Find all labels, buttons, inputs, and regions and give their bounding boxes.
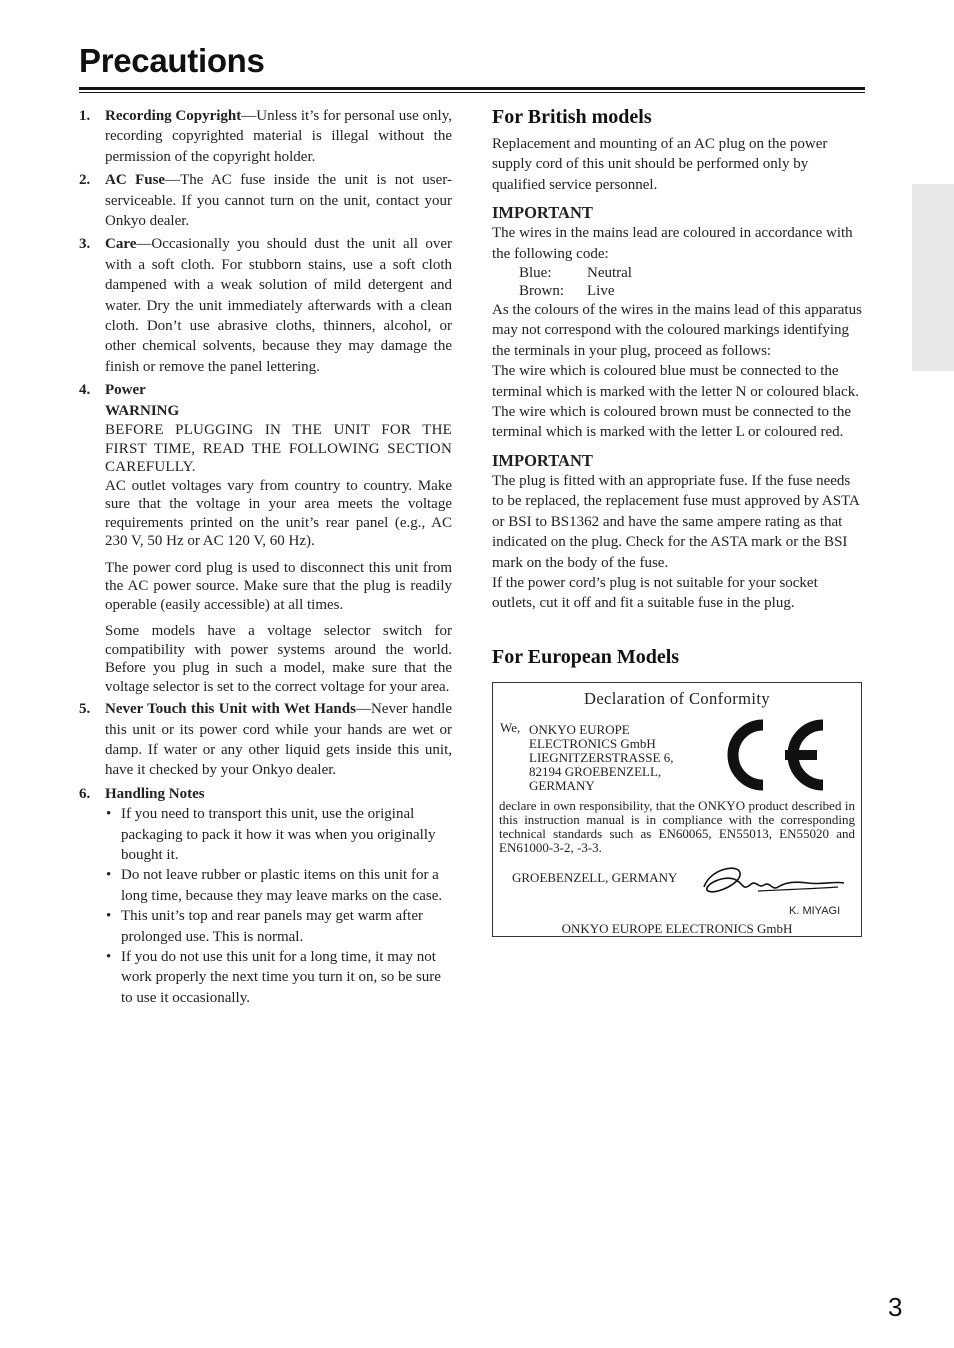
signer-name: K. MIYAGI xyxy=(789,904,841,917)
address-line: ELECTRONICS GmbH xyxy=(529,735,656,751)
company-address xyxy=(529,723,673,793)
important-label: IMPORTANT xyxy=(492,203,593,223)
precaution-item-power xyxy=(79,380,452,696)
power-paragraph: The power cord plug is used to disconnect this unit from the AC power source. Make sure that the plug is readily operable (easily accessible) at all times. xyxy=(105,559,452,613)
european-heading: For European Models xyxy=(492,645,680,668)
list-item: • If you need to transport this unit, use the original packaging to pack it how it was when you originally bought it. xyxy=(105,804,452,865)
ce-mark-icon xyxy=(713,711,833,799)
handling-notes-list xyxy=(105,804,452,1008)
item-number: 6. xyxy=(79,785,91,802)
wire-meaning: Neutral xyxy=(587,265,632,282)
declaration-of-conformity xyxy=(492,682,862,937)
declaration-text: declare in own responsibility, that the ONKYO product described in this instruction manual is in compliance with the corresponding technical standards such as EN60065, EN55013, EN55020 and EN61000-3-2, -3-3. xyxy=(499,797,855,855)
item-text: —Occasionally you should dust the unit all over with a soft cloth. For stubborn stains, use a soft cloth dampened with a weak solution of mild detergent and water. Dry the unit immediately afterwards with a clean cloth. Don’t use abrasive cloths, thinners, alcohol, or other chemical solvents, because they may damage the finish or remove the panel lettering. xyxy=(105,236,452,375)
title-rule-thick xyxy=(79,87,865,90)
wire-meaning: Live xyxy=(587,283,615,300)
precaution-item-handling-notes xyxy=(79,784,452,1008)
wire-code-row xyxy=(519,264,864,282)
address-line: GERMANY xyxy=(529,777,595,793)
item-number: 3. xyxy=(79,236,91,253)
item-title: Handling Notes xyxy=(105,785,205,802)
precaution-item-wet-hands xyxy=(79,699,452,781)
address-line: 82194 GROEBENZELL, xyxy=(529,763,662,779)
british-intro: Replacement and mounting of an AC plug on the power supply cord of this unit should be performed only by qualified service personnel. xyxy=(492,136,828,193)
list-item: • If you do not use this unit for a long time, it may not work properly the next time you turn it on, so be sure to use it occasionally. xyxy=(105,947,452,1008)
precaution-item-ac-fuse xyxy=(79,170,452,231)
page-number: 3 xyxy=(888,1292,903,1322)
item-number: 2. xyxy=(79,172,91,189)
important-paragraph: The plug is fitted with an appropriate fuse. If the fuse needs to be replaced, the replacement fuse must approved by ASTA or BSI to BS1362 and have the same ampere rating as that indicated on the plug. Check for the ASTA mark or the BSI mark on the body of the fuse. xyxy=(492,472,860,571)
declaration-place: GROEBENZELL, GERMANY xyxy=(512,869,678,885)
item-title: Recording Copyright xyxy=(105,108,242,124)
power-paragraph: Some models have a voltage selector switch for compatibility with power systems around the world. Before you plug in such a model, make sure that the voltage selector is set to the correct voltage for your area. xyxy=(105,623,452,695)
regional-notices xyxy=(492,104,864,937)
item-text: —Unless it’s for personal use only, recording copyrighted material is illegal without the permission of the copyright holder. xyxy=(105,108,452,165)
british-paragraph: The wire which is coloured brown must be connected to the terminal which is marked with the letter L or coloured red. xyxy=(492,404,852,441)
important-label: IMPORTANT xyxy=(492,450,593,470)
important-text: The wires in the mains lead are coloured in accordance with the following code: xyxy=(492,225,853,262)
precaution-item-care xyxy=(79,234,452,377)
item-title: AC Fuse xyxy=(105,172,166,189)
british-paragraph: The wire which is coloured blue must be connected to the terminal which is marked with the letter N or coloured black. xyxy=(492,363,859,400)
declaration-title: Declaration of Conformity xyxy=(584,688,770,708)
wire-code-row xyxy=(519,282,864,300)
address-line: ONKYO EUROPE xyxy=(529,721,630,737)
title-rule-thin xyxy=(79,92,865,93)
warning-text: BEFORE PLUGGING IN THE UNIT FOR THE FIRST TIME, READ THE FOLLOWING SECTION CAREFULLY. xyxy=(105,422,452,476)
wire-color: Blue: xyxy=(519,265,552,282)
british-heading: For British models xyxy=(492,106,652,128)
declaration-we: We, xyxy=(500,719,521,735)
declaration-company: ONKYO EUROPE ELECTRONICS GmbH xyxy=(561,920,793,936)
wire-color: Brown: xyxy=(519,283,564,300)
british-paragraph: As the colours of the wires in the mains lead of this apparatus may not correspond with the coloured markings identifying the terminals in your plug, proceed as follows: xyxy=(492,302,862,359)
address-line: LIEGNITZERSTRASSE 6, xyxy=(529,749,674,765)
item-title: Never Touch this Unit with Wet Hands xyxy=(105,701,356,718)
item-number: 1. xyxy=(79,108,91,124)
item-number: 5. xyxy=(79,701,91,718)
precaution-item-recording-copyright xyxy=(79,106,452,167)
precautions-list xyxy=(79,106,452,1011)
list-item: • Do not leave rubber or plastic items on this unit for a long time, because they may leave marks on the case. xyxy=(105,865,452,906)
section-side-tab xyxy=(912,184,954,371)
item-number: 4. xyxy=(79,382,91,399)
important-paragraph: If the power cord’s plug is not suitable for your socket outlets, cut it off and fit a suitable fuse in the plug. xyxy=(492,574,818,612)
power-paragraph: AC outlet voltages vary from country to country. Make sure that the voltage in your area meets the voltage requirements printed on the unit’s rear panel (e.g., AC 230 V, 50 Hz or AC 120 V, 60 Hz). xyxy=(105,477,452,550)
item-title: Care xyxy=(105,236,137,253)
item-text: —Never handle this unit or its power cord while your hands are wet or damp. If water or any other liquid gets inside this unit, have it checked by your Onkyo dealer. xyxy=(105,701,452,779)
page-title: Precautions xyxy=(79,42,265,79)
warning-label: WARNING xyxy=(105,402,180,419)
signature-icon xyxy=(698,861,848,901)
wire-color-code xyxy=(519,264,864,300)
item-title: Power xyxy=(105,382,146,399)
item-text: —The AC fuse inside the unit is not user-serviceable. If you cannot turn on the unit, contact your Onkyo dealer. xyxy=(105,172,452,230)
list-item: • This unit’s top and rear panels may get warm after prolonged use. This is normal. xyxy=(105,906,452,947)
